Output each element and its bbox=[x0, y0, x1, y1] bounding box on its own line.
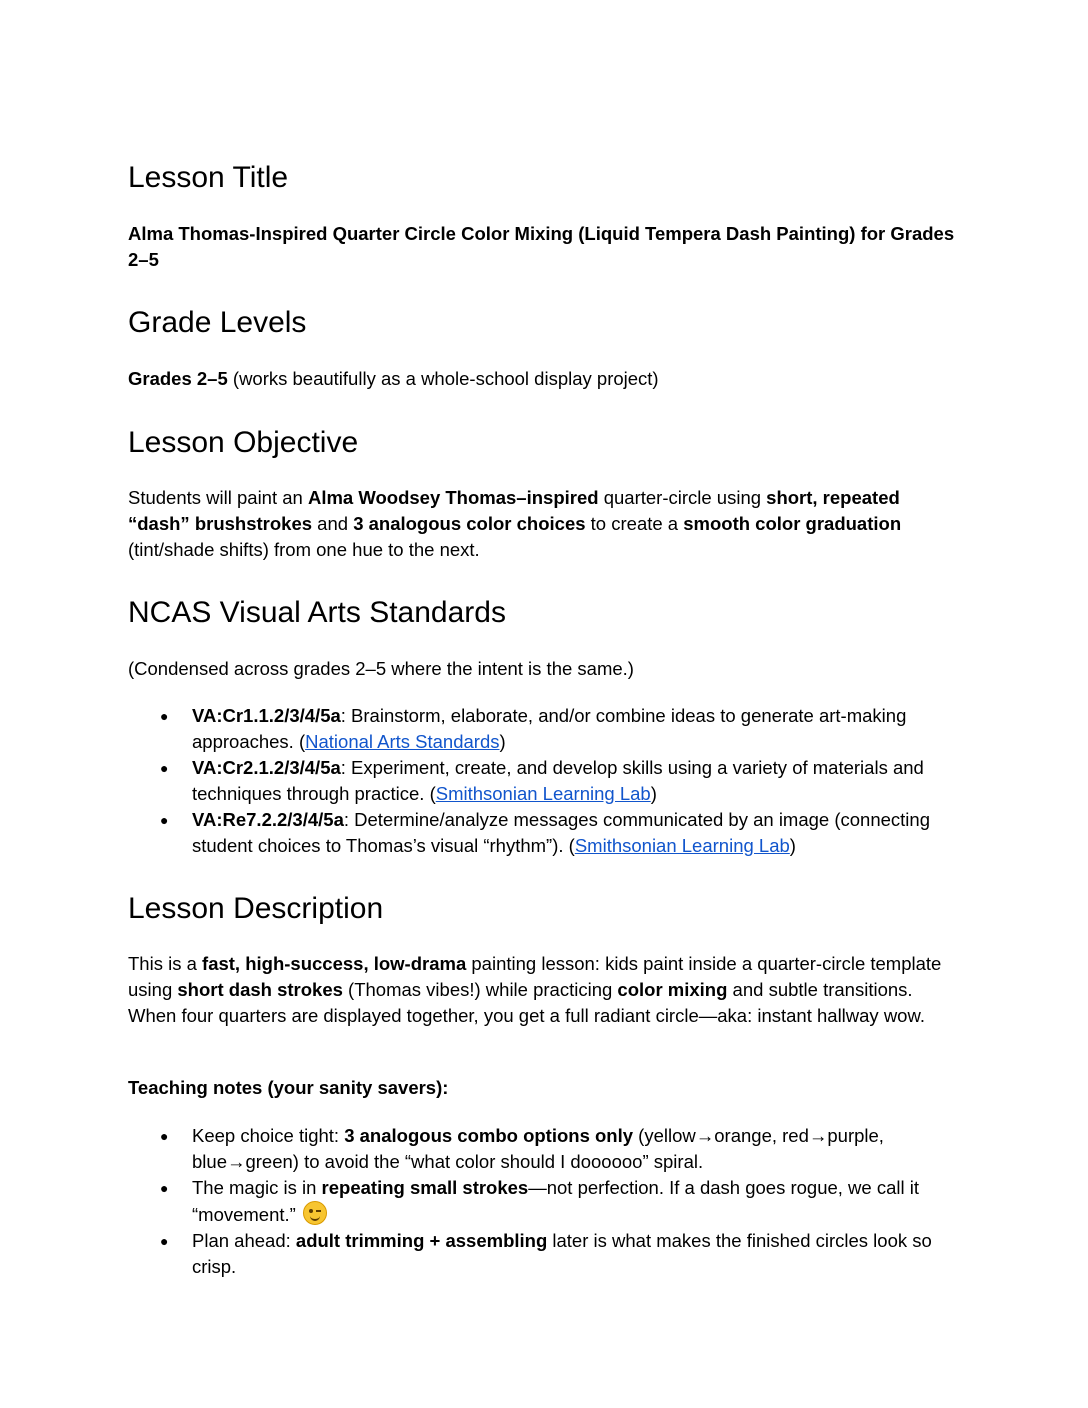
section-heading-grade-levels: Grade Levels bbox=[128, 306, 307, 339]
section-heading-standards: NCAS Visual Arts Standards bbox=[128, 596, 506, 629]
grade-levels-text: Grades 2–5 (works beautifully as a whole-school display project) bbox=[128, 368, 659, 389]
list-item: ● VA:Cr1.1.2/3/4/5a: Brainstorm, elaborate, and/or combine ideas to generate art-making approaches. (National Arts Standards) bbox=[160, 705, 907, 752]
section-heading-lesson-description: Lesson Description bbox=[128, 892, 384, 925]
teaching-notes-heading: Teaching notes (your sanity savers): bbox=[128, 1077, 449, 1098]
teaching-notes-list bbox=[128, 1123, 963, 1280]
section-heading-lesson-objective: Lesson Objective bbox=[128, 426, 359, 459]
list-item: ● The magic is in repeating small strokes—not perfection. If a dash goes rogue, we call it “movement.” bbox=[160, 1177, 919, 1225]
winking-face-icon bbox=[303, 1201, 327, 1225]
list-item: ● VA:Cr2.1.2/3/4/5a: Experiment, create, and develop skills using a variety of materials and techniques through practice. (Smithsonian Learning Lab) bbox=[160, 757, 924, 804]
link-smithsonian-learning-lab[interactable]: Smithsonian Learning Lab bbox=[574, 835, 790, 856]
link-smithsonian-learning-lab[interactable]: Smithsonian Learning Lab bbox=[435, 783, 651, 804]
lesson-title-text: Alma Thomas-Inspired Quarter Circle Color Mixing (Liquid Tempera Dash Painting) for Grades 2–5 bbox=[128, 223, 955, 270]
objective-paragraph: Students will paint an Alma Woodsey Thomas–inspired quarter-circle using short, repeated “dash” brushstrokes and 3 analogous color choices to create a smooth color graduation (tint/shade shifts) from one hue to the next. bbox=[128, 487, 902, 560]
list-item: ● Plan ahead: adult trimming + assembling later is what makes the finished circles look so crisp. bbox=[160, 1230, 932, 1277]
standards-intro: (Condensed across grades 2–5 where the intent is the same.) bbox=[128, 658, 634, 679]
description-paragraph: This is a fast, high-success, low-drama painting lesson: kids paint inside a quarter-circle template using short dash strokes (Thomas vibes!) while practicing color mixing and subtle transitions. When four quarters are displayed together, you get a full radiant circle—aka: instant hallway wow. bbox=[128, 953, 942, 1026]
section-heading-lesson-title: Lesson Title bbox=[128, 161, 289, 194]
list-item: ● Keep choice tight: 3 analogous combo options only (yellow→orange, red→purple, blue→green) to avoid the “what color should I doooooo” spiral. bbox=[160, 1125, 884, 1172]
link-national-arts-standards[interactable]: National Arts Standards bbox=[305, 731, 500, 752]
list-item: ● VA:Re7.2.2/3/4/5a: Determine/analyze messages communicated by an image (connecting student choices to Thomas’s visual “rhythm”). (Smithsonian Learning Lab) bbox=[160, 809, 930, 856]
standards-list bbox=[128, 703, 963, 859]
